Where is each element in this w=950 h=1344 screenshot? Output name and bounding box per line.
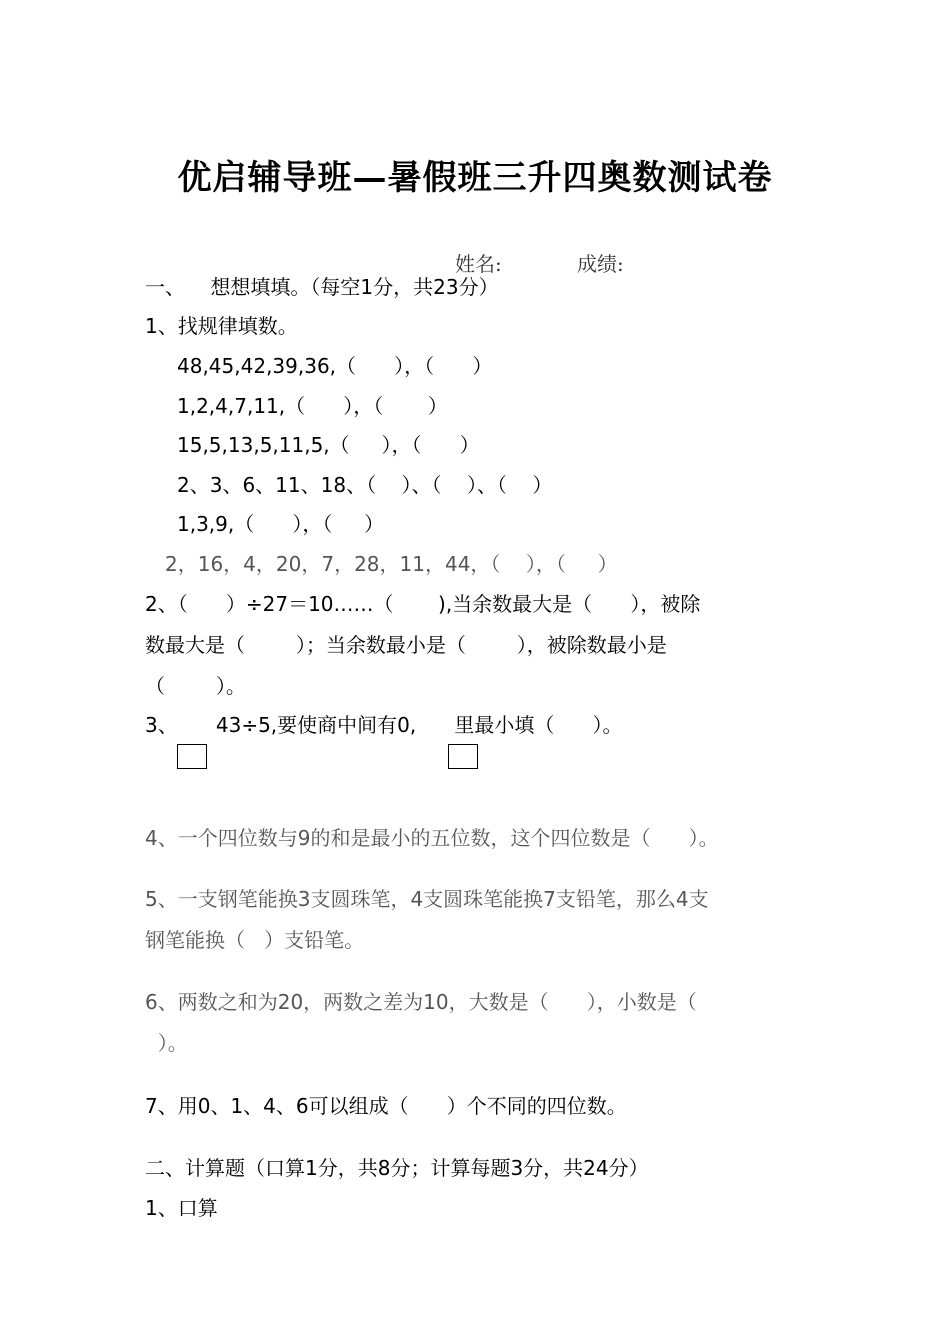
answer-box bbox=[177, 744, 207, 769]
sequence-row: 2、3、6、11、18、（ ）、（ ）、（ ） bbox=[177, 473, 553, 497]
question-6-line: ）。 bbox=[145, 1031, 188, 1055]
answer-box bbox=[448, 744, 478, 769]
question-7: 7、用0、1、4、6可以组成（ ）个不同的四位数。 bbox=[145, 1094, 627, 1118]
score-label: 成绩: bbox=[577, 252, 624, 276]
question-3: 3、 43÷5,要使商中间有0, 里最小填（ ）。 bbox=[145, 713, 623, 737]
section2-sub1: 1、口算 bbox=[145, 1196, 218, 1220]
question-5-line: 钢笔能换（ ）支铅笔。 bbox=[145, 928, 365, 952]
sequence-row: 15,5,13,5,11,5,（ ），（ ） bbox=[177, 433, 480, 457]
name-label: 姓名: bbox=[455, 252, 502, 276]
question-1-label: 1、找规律填数。 bbox=[145, 314, 298, 338]
question-2-line: 数最大是（ ）；当余数最小是（ ），被除数最小是 bbox=[145, 633, 667, 657]
question-6-line: 6、两数之和为20，两数之差为10，大数是（ ），小数是（ bbox=[145, 990, 697, 1014]
question-4: 4、一个四位数与9的和是最小的五位数，这个四位数是（ ）。 bbox=[145, 826, 719, 850]
sequence-row: 2，16，4，20，7，28，11，44，（ ），（ ） bbox=[165, 552, 618, 576]
sequence-row: 48,45,42,39,36,（ ），（ ） bbox=[177, 354, 493, 378]
sequence-row: 1,2,4,7,11,（ ），（ ） bbox=[177, 394, 448, 418]
sequence-row: 1,3,9,（ ），（ ） bbox=[177, 512, 385, 536]
question-5-line: 5、一支钢笔能换3支圆珠笔，4支圆珠笔能换7支铅笔，那么4支 bbox=[145, 887, 709, 911]
section1-heading: 一、 想想填填。（每空1分，共23分） bbox=[145, 275, 499, 299]
page-title: 优启辅导班—暑假班三升四奥数测试卷 bbox=[177, 158, 773, 198]
section2-heading: 二、计算题（口算1分，共8分；计算每题3分，共24分） bbox=[145, 1156, 649, 1180]
question-2-line: （ ）。 bbox=[145, 674, 246, 698]
question-2-line: 2、（ ）÷27＝10……（ ),当余数最大是（ ），被除 bbox=[145, 592, 701, 616]
